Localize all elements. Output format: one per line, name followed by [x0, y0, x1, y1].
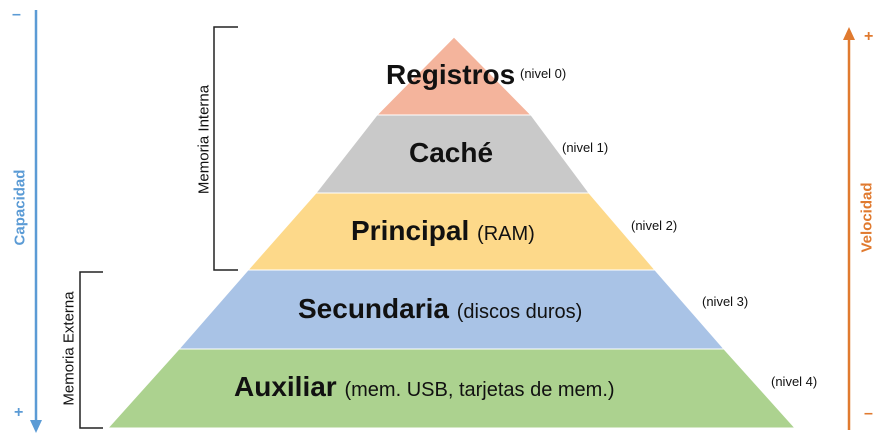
- level-2-name: Principal: [351, 215, 470, 246]
- level-2-badge: (nivel 2): [631, 218, 678, 233]
- speed-top-sign: +: [864, 28, 874, 45]
- speed-bottom-sign: –: [864, 405, 873, 422]
- level-4-title: [234, 371, 615, 403]
- capacity-label: Capacidad: [11, 169, 29, 246]
- level-4-badge: (nivel 4): [771, 374, 818, 389]
- level-3-badge: (nivel 3): [702, 294, 749, 309]
- level-1-badge: (nivel 1): [562, 140, 609, 155]
- level-4-detail: (mem. USB, tarjetas de mem.): [344, 379, 615, 401]
- group-external-label: Memoria Externa: [60, 291, 78, 406]
- level-3-name: Secundaria: [298, 293, 449, 324]
- bracket-internal: [214, 27, 238, 270]
- level-3-title: [298, 293, 582, 325]
- level-2-title: [351, 215, 535, 247]
- level-4-name: Auxiliar: [234, 371, 337, 402]
- group-internal-label: Memoria Interna: [195, 84, 213, 195]
- bracket-external: [80, 272, 103, 428]
- level-2-detail: (RAM): [477, 223, 535, 245]
- capacity-top-sign: –: [12, 6, 21, 23]
- level-3-detail: (discos duros): [456, 301, 583, 323]
- capacity-arrow-head: [30, 420, 42, 433]
- speed-arrow-head: [843, 27, 855, 40]
- level-0-title: Registros: [386, 59, 516, 90]
- level-1-title: Caché: [409, 137, 494, 168]
- level-0-badge: (nivel 0): [520, 66, 567, 81]
- speed-label: Velocidad: [858, 182, 876, 253]
- capacity-bottom-sign: +: [14, 404, 24, 421]
